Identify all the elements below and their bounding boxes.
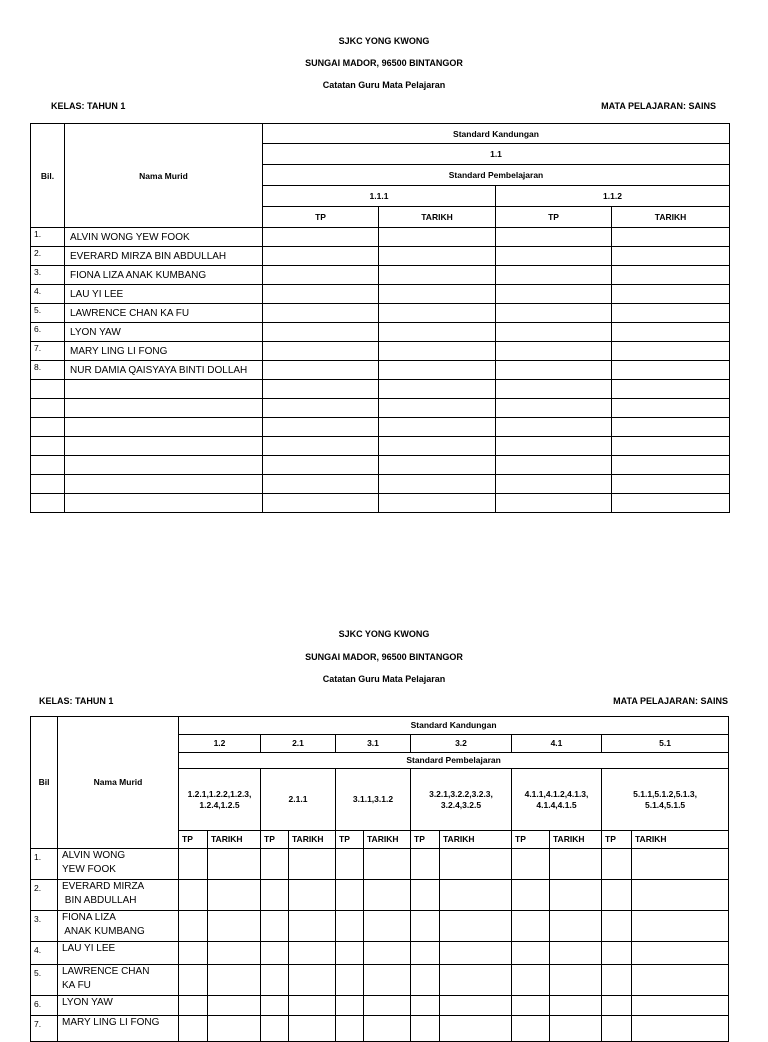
tarikh-cell[interactable] [379,456,496,475]
tp-cell[interactable] [261,1016,289,1042]
sk-code: 3.1 [336,735,411,753]
sp-code [179,769,261,831]
tp-cell[interactable] [602,965,632,996]
table-row [31,475,730,494]
tp-header: TP [263,207,379,228]
tp-header: TP [602,831,632,849]
tarikh-cell[interactable] [379,380,496,399]
student-name [58,996,179,1016]
tarikh-header: TARIKH [440,831,512,849]
table-row [31,1016,729,1042]
row-number [31,399,65,418]
sp-code [512,769,602,831]
tarikh-header: TARIKH [364,831,411,849]
row-number: 1. [31,849,58,880]
tp-cell[interactable] [496,361,612,380]
tarikh-cell[interactable] [208,1016,261,1042]
table-row [31,399,730,418]
student-name: EVERARD MIRZA BIN ABDULLAH [65,247,263,266]
tp-header: TP [261,831,289,849]
tarikh-cell[interactable] [550,1016,602,1042]
school-name: SJKC YONG KWONG [338,36,430,46]
tp-cell[interactable] [496,247,612,266]
student-name: NUR DAMIA QAISYAYA BINTI DOLLAH [65,361,263,380]
student-name-line: BIN ABDULLAH [62,895,137,906]
tp-cell[interactable] [261,942,289,965]
tarikh-cell[interactable] [379,475,496,494]
tarikh-cell[interactable] [208,911,261,942]
table-row [31,911,729,942]
tarikh-cell[interactable] [364,880,411,911]
tp-cell[interactable] [261,965,289,996]
tp-cell[interactable] [512,965,550,996]
tp-cell[interactable] [263,285,379,304]
tp-cell[interactable] [261,849,289,880]
tp-cell[interactable] [411,965,440,996]
school-address: SUNGAI MADOR, 96500 BINTANGOR [305,652,463,662]
tp-cell[interactable] [496,456,612,475]
tarikh-cell[interactable] [612,361,730,380]
tarikh-cell[interactable] [612,228,730,247]
tarikh-cell[interactable] [364,965,411,996]
tp-cell[interactable] [263,247,379,266]
tp-cell[interactable] [512,880,550,911]
row-number: 6. [31,996,58,1016]
tarikh-cell[interactable] [379,342,496,361]
tp-cell[interactable] [263,266,379,285]
tp-cell[interactable] [263,475,379,494]
sp-code-line: 1.2.4,1.2.5 [199,799,240,810]
tp-cell[interactable] [496,323,612,342]
tarikh-cell[interactable] [379,418,496,437]
table-row [31,880,729,911]
sk-code: 3.2 [411,735,512,753]
tp-cell[interactable] [411,880,440,911]
student-name [58,911,179,942]
row-number: 6. [31,323,65,342]
tarikh-cell[interactable] [379,361,496,380]
tarikh-cell[interactable] [632,996,729,1016]
student-name-line: LYON YAW [62,997,113,1008]
tp-cell[interactable] [496,437,612,456]
class-label: KELAS: TAHUN 1 [51,101,126,111]
tarikh-cell[interactable] [612,399,730,418]
tp-cell[interactable] [179,996,208,1016]
tarikh-cell[interactable] [379,228,496,247]
table-row [31,437,730,456]
row-number [31,475,65,494]
tp-cell[interactable] [263,228,379,247]
sp-code-line: 4.1.4,4.1.5 [536,799,577,810]
student-name-line: LAWRENCE CHAN [62,966,150,977]
tarikh-cell[interactable] [208,880,261,911]
record-table-2 [30,716,729,1042]
row-number: 5. [31,965,58,996]
tarikh-cell[interactable] [289,965,336,996]
sk-code: 1.1 [263,144,730,165]
tarikh-cell[interactable] [550,942,602,965]
row-number [31,494,65,513]
tarikh-cell[interactable] [379,323,496,342]
student-name-line: MARY LING LI FONG [62,1017,160,1028]
record-table-1 [30,123,730,513]
tarikh-cell[interactable] [612,475,730,494]
tarikh-cell[interactable] [440,1016,512,1042]
tarikh-cell[interactable] [364,911,411,942]
tp-cell[interactable] [512,942,550,965]
table-row [31,494,730,513]
table-row [31,228,730,247]
student-name [65,475,263,494]
student-name [65,456,263,475]
tarikh-header: TARIKH [632,831,729,849]
tarikh-cell[interactable] [379,285,496,304]
table-row [31,380,730,399]
sp-code [261,769,336,831]
tp-cell[interactable] [336,996,364,1016]
sp-code-line: 1.2.1,1.2.2,1.2.3, [187,788,252,799]
sp-code-line: 5.1.1,5.1.2,5.1.3, [633,788,697,799]
tp-cell[interactable] [179,911,208,942]
tarikh-cell[interactable] [632,849,729,880]
record-title: Catatan Guru Mata Pelajaran [322,674,446,684]
school-name: SJKC YONG KWONG [338,629,430,639]
table-row [31,304,730,323]
sp-code-line: 4.1.1,4.1.2,4.1.3, [524,788,589,799]
tarikh-cell[interactable] [440,942,512,965]
table-row [31,942,729,965]
tarikh-cell[interactable] [208,849,261,880]
tp-cell[interactable] [179,1016,208,1042]
tp-cell[interactable] [263,456,379,475]
tarikh-cell[interactable] [632,942,729,965]
tarikh-cell[interactable] [289,996,336,1016]
class-label: KELAS: TAHUN 1 [39,696,114,706]
tarikh-cell[interactable] [612,494,730,513]
table-row [31,323,730,342]
student-name-line: ALVIN WONG [62,850,126,861]
tarikh-cell[interactable] [440,996,512,1016]
tp-cell[interactable] [263,494,379,513]
tarikh-cell[interactable] [632,1016,729,1042]
tp-cell[interactable] [496,494,612,513]
tarikh-cell[interactable] [379,266,496,285]
row-number: 7. [31,342,65,361]
tp-cell[interactable] [336,942,364,965]
tarikh-cell[interactable] [440,911,512,942]
tp-cell[interactable] [496,228,612,247]
tp-cell[interactable] [179,880,208,911]
row-number: 5. [31,304,65,323]
tarikh-cell[interactable] [364,942,411,965]
student-name-line: FIONA LIZA [62,912,116,923]
student-name [65,437,263,456]
student-name: MARY LING LI FONG [65,342,263,361]
row-number: 3. [31,911,58,942]
row-number: 7. [31,1016,58,1042]
tarikh-cell[interactable] [440,880,512,911]
student-name: ALVIN WONG YEW FOOK [65,228,263,247]
tp-cell[interactable] [512,996,550,1016]
table-row [31,342,730,361]
tp-cell[interactable] [602,911,632,942]
sp-header: Standard Pembelajaran [263,165,730,186]
tp-cell[interactable] [263,342,379,361]
tp-cell[interactable] [261,911,289,942]
sk-header: Standard Kandungan [179,717,729,735]
tarikh-header: TARIKH [550,831,602,849]
tp-cell[interactable] [336,965,364,996]
tp-cell[interactable] [496,304,612,323]
tp-cell[interactable] [263,304,379,323]
nama-header: Nama Murid [58,717,179,849]
tarikh-cell[interactable] [440,965,512,996]
tarikh-cell[interactable] [379,247,496,266]
student-name: LYON YAW [65,323,263,342]
tarikh-cell[interactable] [364,1016,411,1042]
tarikh-cell[interactable] [289,880,336,911]
sp-code-line: 3.1.1,3.1.2 [352,794,394,804]
tarikh-cell[interactable] [550,911,602,942]
tarikh-cell[interactable] [289,911,336,942]
tarikh-cell[interactable] [208,996,261,1016]
subject-label: MATA PELAJARAN: SAINS [601,101,716,111]
tarikh-cell[interactable] [550,880,602,911]
tp-cell[interactable] [411,1016,440,1042]
student-name [65,418,263,437]
student-name: LAU YI LEE [65,285,263,304]
student-name [65,380,263,399]
tp-cell[interactable] [496,380,612,399]
table-row [31,247,730,266]
tp-cell[interactable] [336,880,364,911]
row-number: 1. [31,228,65,247]
student-name: FIONA LIZA ANAK KUMBANG [65,266,263,285]
tarikh-header: TARIKH [208,831,261,849]
tarikh-cell[interactable] [612,418,730,437]
tp-cell[interactable] [602,1016,632,1042]
table-row [31,996,729,1016]
tarikh-cell[interactable] [550,965,602,996]
record-title: Catatan Guru Mata Pelajaran [322,80,446,90]
sk-header: Standard Kandungan [263,124,730,144]
tp-cell[interactable] [411,996,440,1016]
row-number [31,418,65,437]
tarikh-cell[interactable] [379,437,496,456]
tarikh-header: TARIKH [289,831,336,849]
row-number: 4. [31,942,58,965]
sk-code: 5.1 [602,735,729,753]
tp-cell[interactable] [263,361,379,380]
tp-cell[interactable] [263,418,379,437]
student-name-line: LAU YI LEE [62,943,116,954]
tarikh-cell[interactable] [632,911,729,942]
tp-cell[interactable] [512,849,550,880]
tp-header: TP [336,831,364,849]
tarikh-cell[interactable] [289,1016,336,1042]
tp-cell[interactable] [496,475,612,494]
tarikh-cell[interactable] [379,494,496,513]
tarikh-cell[interactable] [550,849,602,880]
tarikh-cell[interactable] [440,849,512,880]
tarikh-cell[interactable] [208,942,261,965]
student-name [58,942,179,965]
sp-code [336,769,411,831]
sp-code-line: 2.1.1 [288,794,308,804]
tp-cell[interactable] [179,942,208,965]
tp-cell[interactable] [263,437,379,456]
tp-cell[interactable] [496,342,612,361]
table-row [31,849,729,880]
tp-cell[interactable] [179,965,208,996]
tp-cell[interactable] [411,849,440,880]
tp-cell[interactable] [512,911,550,942]
tarikh-cell[interactable] [364,996,411,1016]
tarikh-cell[interactable] [612,456,730,475]
tp-cell[interactable] [263,399,379,418]
bil-header: Bil [31,717,58,849]
sp-code: 1.1.2 [496,186,730,207]
row-number [31,456,65,475]
sp-header: Standard Pembelajaran [179,753,729,769]
sp-code [602,769,729,831]
table-row [31,418,730,437]
row-number: 8. [31,361,65,380]
student-name [65,399,263,418]
row-number [31,380,65,399]
sp-code-line: 3.2.4,3.2.5 [440,799,482,810]
tp-header: TP [512,831,550,849]
tp-cell[interactable] [602,849,632,880]
tarikh-cell[interactable] [379,399,496,418]
tp-cell[interactable] [411,942,440,965]
student-name [58,965,179,996]
tp-cell[interactable] [336,911,364,942]
student-name-line: ANAK KUMBANG [62,926,145,937]
sp-code [411,769,512,831]
row-number: 2. [31,247,65,266]
tarikh-cell[interactable] [612,323,730,342]
tp-cell[interactable] [411,911,440,942]
student-name [65,494,263,513]
tp-cell[interactable] [336,1016,364,1042]
tarikh-cell[interactable] [612,247,730,266]
tarikh-cell[interactable] [632,965,729,996]
tarikh-cell[interactable] [550,996,602,1016]
row-number [31,437,65,456]
student-name-line: KA FU [62,980,91,991]
school-address: SUNGAI MADOR, 96500 BINTANGOR [305,58,463,68]
table-row [31,266,730,285]
tp-cell[interactable] [512,1016,550,1042]
tarikh-cell[interactable] [208,965,261,996]
tp-cell[interactable] [602,942,632,965]
row-number: 4. [31,285,65,304]
table-row [31,361,730,380]
table-row [31,285,730,304]
tp-cell[interactable] [496,285,612,304]
tarikh-cell[interactable] [379,304,496,323]
tp-cell[interactable] [263,380,379,399]
student-name-line: EVERARD MIRZA [62,881,145,892]
table-row [31,965,729,996]
tp-header: TP [179,831,208,849]
tarikh-cell[interactable] [289,942,336,965]
tarikh-cell[interactable] [364,849,411,880]
row-number: 2. [31,880,58,911]
tp-cell[interactable] [179,849,208,880]
tp-header: TP [496,207,612,228]
sk-code: 4.1 [512,735,602,753]
sk-code: 1.2 [179,735,261,753]
tp-cell[interactable] [602,996,632,1016]
student-name: LAWRENCE CHAN KA FU [65,304,263,323]
sk-code: 2.1 [261,735,336,753]
subject-label: MATA PELAJARAN: SAINS [613,696,728,706]
sp-code: 1.1.1 [263,186,496,207]
nama-header: Nama Murid [65,124,263,228]
tarikh-header: TARIKH [612,207,730,228]
table-row [31,456,730,475]
tp-cell[interactable] [496,399,612,418]
tp-cell[interactable] [261,880,289,911]
tarikh-cell[interactable] [612,342,730,361]
tp-cell[interactable] [263,323,379,342]
tp-cell[interactable] [496,418,612,437]
tp-cell[interactable] [336,849,364,880]
tarikh-cell[interactable] [289,849,336,880]
tp-cell[interactable] [261,996,289,1016]
student-name [58,1016,179,1042]
tarikh-cell[interactable] [612,266,730,285]
sp-code-line: 3.2.1,3.2.2,3.2.3, [429,788,493,799]
tarikh-cell[interactable] [612,304,730,323]
student-name-line: YEW FOOK [62,864,116,875]
tarikh-cell[interactable] [612,380,730,399]
student-name [58,849,179,880]
tp-cell[interactable] [496,266,612,285]
tarikh-cell[interactable] [632,880,729,911]
tp-cell[interactable] [602,880,632,911]
tp-header: TP [411,831,440,849]
sp-code-line: 5.1.4,5.1.5 [644,799,686,810]
tarikh-cell[interactable] [612,285,730,304]
tarikh-header: TARIKH [379,207,496,228]
row-number: 3. [31,266,65,285]
student-name [58,880,179,911]
tarikh-cell[interactable] [612,437,730,456]
bil-header: Bil. [31,124,65,228]
